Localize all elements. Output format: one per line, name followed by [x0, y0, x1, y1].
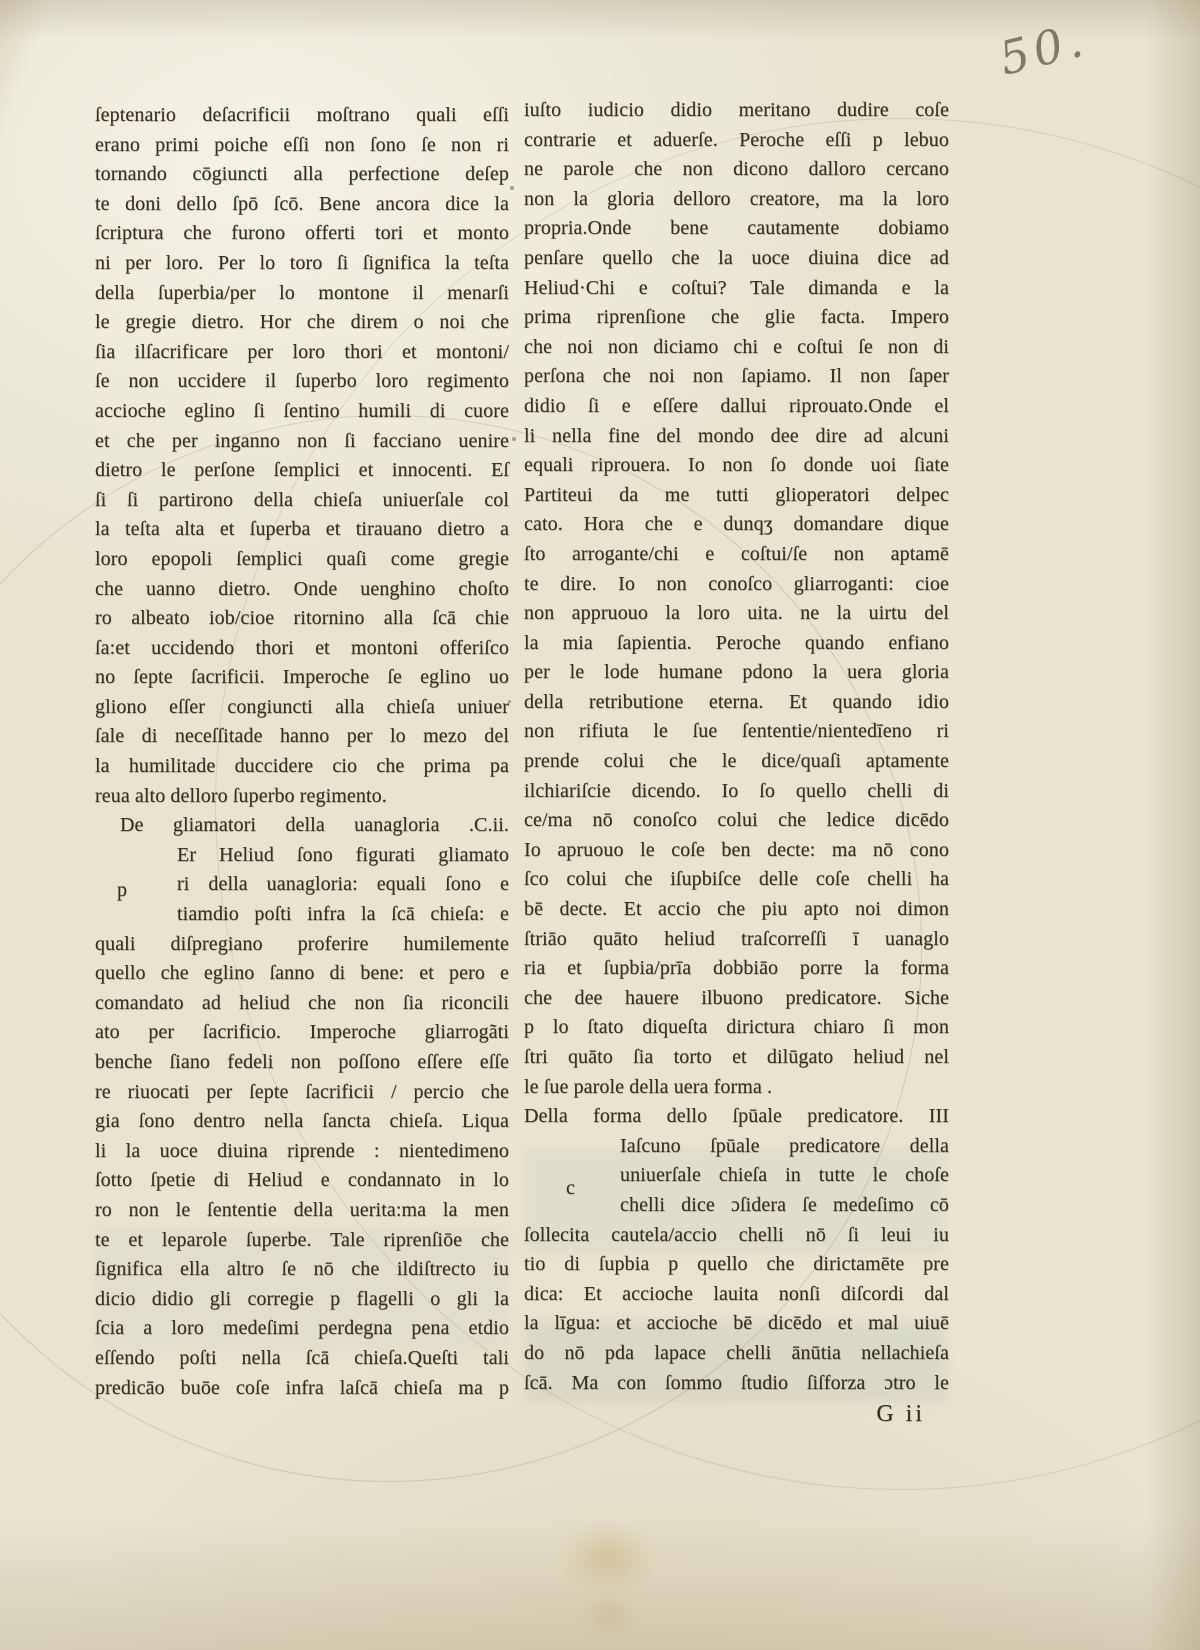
text-line: la mia ſapientia. Peroche quando enfiano [524, 631, 949, 654]
text-line: ſcriptura che furono offerti tori et monto [95, 222, 509, 245]
text-line: non appruouo la loro uita. ne la uirtu del [524, 602, 949, 625]
text-line: della retributione eterna. Et quando idio [524, 690, 949, 713]
text-line: do nō pda lapace chelli ānūtia nellachieſa [524, 1341, 949, 1364]
text-line: loro epopoli ſemplici quaſi come gregie [95, 547, 509, 570]
text-line: la līgua: et accioche bē dicēdo et mal uiuē [524, 1312, 949, 1335]
guide-letter: p [117, 879, 128, 901]
text-line: Iaſcuno ſpūale predicatore della [620, 1134, 949, 1157]
text-line: ſe non uccidere il ſuperbo loro regimento [95, 370, 509, 393]
handwritten-folio-number: 50. [993, 12, 1093, 86]
text-line: equali riprouera. Io non ſo donde uoi ſiate [524, 454, 949, 477]
text-line: quello che eglino ſanno di bene: et pero e [95, 962, 509, 985]
text-line: benche ſiano fedeli non poſſono eſſere eſſe [95, 1051, 509, 1073]
text-line: ſi ſi partirono della chieſa uniuerſale col [95, 488, 509, 511]
text-line: ni per loro. Per lo toro ſi ſignifica la teſta [95, 251, 509, 274]
signature-mark: G ii [876, 1401, 925, 1428]
text-line: predicāo buōe coſe infra laſcā chieſa ma p [95, 1376, 509, 1399]
text-line: gliono eſſer congiuncti alla chieſa uniuer [95, 695, 509, 718]
text-line: la humilitade duccidere cio che prima pa [95, 755, 509, 778]
text-line: tiamdio poſti infra la ſcā chieſa: e [177, 903, 509, 926]
text-line: ce/ma nō conoſco colui che ledice dicēdo [524, 809, 949, 832]
text-line: p lo ſtato diqueſta dirictura chiaro ſi mon [524, 1016, 949, 1039]
text-line: non la gloria delloro creatore, ma la loro [524, 187, 949, 210]
text-line: accioche eglino ſi ſentino humili di cuore [95, 399, 509, 422]
column-lines [95, 101, 509, 1403]
text-line: ilchiariſcie dicendo. Io ſo quello chelli di [524, 779, 949, 802]
text-column-right [524, 96, 949, 1430]
text-line: iuſto iudicio didio meritano dudire coſe [524, 99, 949, 121]
text-line: non rifiuta le ſue ſententie/nientedīeno ri [524, 720, 949, 743]
text-line: chelli dice ɔſidera ſe medeſimo cō [620, 1193, 949, 1216]
text-line: ro non le ſententie della uerita:ma la men [95, 1198, 509, 1221]
text-line: tornando cōgiuncti alla perfectione deſep [95, 163, 509, 186]
text-line: per le lode humane pdono la uera gloria [524, 661, 949, 684]
text-line: comandato ad heliud che non ſia riconcili [95, 991, 509, 1014]
text-line: reua alto delloro ſuperbo regimento. [95, 784, 387, 807]
text-line: te doni dello ſpō ſcō. Bene ancora dice la [95, 192, 509, 215]
paper-stain [582, 1592, 637, 1637]
text-line: perſona che noi non ſapiamo. Il non ſaper [524, 365, 949, 388]
guide-letter: c [566, 1177, 575, 1199]
text-line: dica: Et accioche lauita nonſi diſcordi dal [524, 1282, 949, 1305]
text-line: le ſue parole della uera forma . [524, 1075, 773, 1098]
text-line: ro albeato iob/cioe ritornino alla ſcā chie [95, 607, 509, 630]
text-line: quali diſpregiano proferire humilemente [95, 932, 509, 955]
text-line: didio ſi e eſſere dallui riprouato.Onde el [524, 394, 949, 417]
text-line: ſignifica ella altro ſe nō che ildiſtrecto iu [95, 1258, 509, 1281]
text-line: li nella fine del mondo dee dire ad alcuni [524, 424, 949, 447]
text-line: la teſta alta et ſuperba et tirauano dietro a [95, 518, 509, 541]
text-line: ſcā. Ma con ſommo ſtudio ſiſforza ɔtro le [524, 1371, 949, 1394]
text-line: erano primi poiche eſſi non ſono ſe non ri [95, 133, 509, 156]
text-line: cato. Hora che e dunqʒ domandare dique [524, 513, 949, 536]
text-line: gia ſono dentro nella ſancta chieſa. Liqua [95, 1110, 509, 1133]
text-line: uniuerſale chieſa in tutte le choſe [620, 1164, 949, 1187]
chapter-heading: De gliamatori della uanagloria .C.ii. [120, 814, 509, 837]
text-line: dicio didio gli corregie p flagelli o gli la [95, 1287, 509, 1310]
text-line: li la uoce diuina riprende : nientedimeno [95, 1139, 509, 1162]
text-line: prima riprenſione che glie facta. Impero [524, 306, 949, 329]
text-line: penſare quello che la uoce diuina dice ad [524, 246, 949, 269]
text-line: et che per inganno non ſi facciano uenire [95, 429, 509, 452]
paper-speck [510, 186, 514, 190]
text-line: che uanno dietro. Onde uenghino choſto [95, 577, 509, 600]
text-line: ſia ilſacrificare per loro thori et montoni/ [95, 340, 509, 363]
text-line: ſto arrogante/chi e coſtui/ſe non aptamē [524, 542, 949, 565]
text-line: te et leparole ſuperbe. Tale riprenſiōe che [95, 1228, 509, 1251]
text-line: propria.Onde bene cautamente dobiamo [524, 217, 949, 240]
text-line: Heliud·Chi e coſtui? Tale dimanda e la [524, 276, 949, 299]
chapter-heading: Della forma dello ſpūale predicatore. III [524, 1105, 949, 1128]
text-line: ne parole che non dicono dalloro cercano [524, 158, 949, 181]
text-line: tio di ſupbia p quello che dirictamēte pre [524, 1253, 949, 1276]
text-line: no ſepte ſacrificii. Imperoche ſe eglino uo [95, 666, 509, 689]
text-line: ſco colui che iſupbiſce delle coſe chelli ha [524, 868, 949, 891]
text-line: ſotto ſpetie di Heliud e condannato in lo [95, 1169, 509, 1192]
text-line: te dire. Io non conoſco gliarroganti: cioe [524, 572, 949, 595]
text-line: prende colui che le dice/quaſi aptamente [524, 750, 949, 773]
text-line: Partiteui da me tutti glioperatori delpec [524, 483, 949, 506]
text-line: che noi non diciamo chi e coſtui ſe non di [524, 335, 949, 358]
text-line: ſollecita cautela/accio chelli nō ſi leui iu [524, 1223, 949, 1246]
paper-stain [560, 1522, 655, 1594]
text-line: bē decte. Et accio che piu apto noi dimon [524, 898, 949, 921]
text-line: della ſuperbia/per lo montone il menarſi [95, 281, 509, 304]
text-line: ato per ſacrificio. Imperoche gliarrogãti [95, 1021, 509, 1044]
text-line: re riuocati per ſepte ſacrificii / percio che [95, 1080, 509, 1103]
paper-speck [512, 437, 516, 441]
text-line: ri della uanagloria: equali ſono e [177, 873, 509, 896]
column-lines [524, 96, 949, 1398]
text-line: ſeptenario deſacrificii moſtrano quali eſſi [95, 104, 509, 126]
text-column-left [95, 101, 509, 1403]
text-line: ſale di neceſſitade hanno per lo mezo del [95, 725, 509, 748]
text-line: contrarie et aduerſe. Peroche eſſi p lebuo [524, 128, 949, 151]
text-line: ſa:et uccidendo thori et montoni offeriſco [95, 636, 509, 659]
text-line: ſtri quāto ſia torto et dilūgato heliud nel [524, 1046, 949, 1068]
text-line: dietro le perſone ſemplici et innocenti. Eſ [95, 459, 509, 482]
text-line: ſtriāo quāto heliud traſcorreſſi ī uanaglo [524, 927, 949, 950]
text-line: ſcia a loro medeſimi perdegna pena etdio [95, 1317, 509, 1340]
text-line: eſſendo poſti nella ſcā chieſa.Queſti tali [95, 1346, 509, 1369]
text-line: ria et ſupbia/prīa dobbiāo porre la forma [524, 957, 949, 980]
text-line: che dee hauere ilbuono predicatore. Siche [524, 986, 949, 1009]
text-line: Io apruouo le coſe ben decte: ma nō cono [524, 838, 949, 861]
text-line: Er Heliud ſono figurati gliamato [177, 843, 509, 866]
text-line: le gregie dietro. Hor che direm o noi che [95, 311, 509, 334]
